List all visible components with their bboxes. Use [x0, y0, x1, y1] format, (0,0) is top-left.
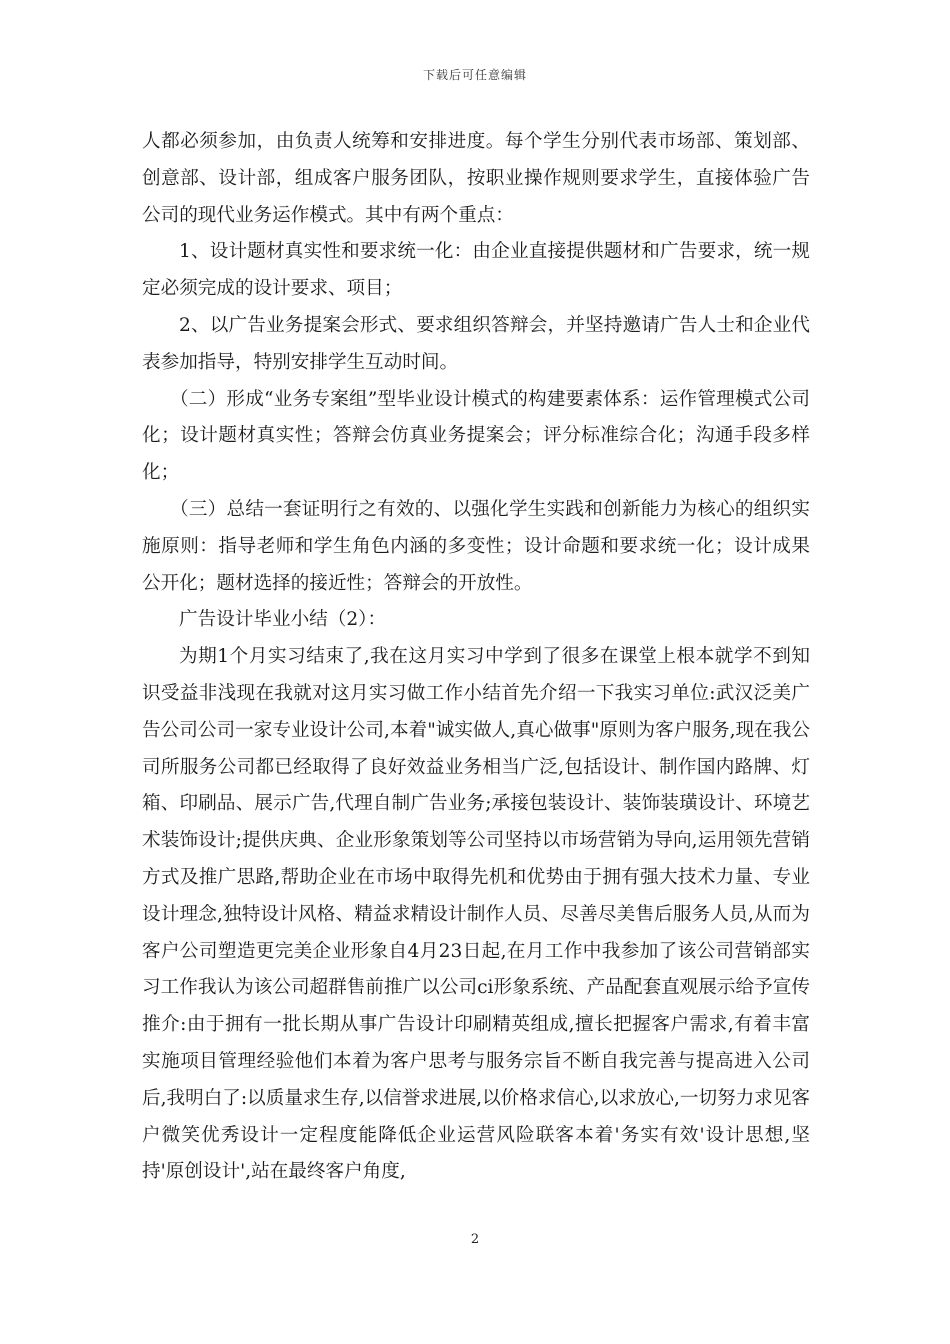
- paragraph-point-2: 2、以广告业务提案会形式、要求组织答辩会，并坚持邀请广告人士和企业代表参加指导，特别安排学生互动时间。: [142, 314, 810, 373]
- paragraph-internship-summary: 为期1个月实习结束了,我在这月实习中学到了很多在课堂上根本就学不到知识受益非浅现在我就对这月实习做工作小结首先介绍一下我实习单位:武汉泛美广告公司公司一家专业设计公司,本着"诚实做人,真心做事"原则为客户服务,现在我公司所服务公司都已经取得了良好效益业务相当广泛,包括设计、制作国内路牌、灯箱、印刷品、展示广告,代理自制广告业务;承接包装设计、装饰装璜设计、环境艺术装饰设计;提供庆典、企业形象策划等公司坚持以市场营销为导向,运用领先营销方式及推广思路,帮助企业在市场中取得先机和优势由于拥有强大技术力量、专业设计理念,独特设计风格、精益求精设计制作人员、尽善尽美售后服务人员,从而为客户公司塑造更完美企业形象自4月23日起,在月工作中我参加了该公司营销部实习工作我认为该公司超群售前推广以公司ci形象系统、产品配套直观展示给予宣传推介:由于拥有一批长期从事广告设计印刷精英组成,擅长把握客户需求,有着丰富实施项目管理经验他们本着为客户思考与服务宗旨不断自我完善与提高进入公司后,我明白了:以质量求生存,以信誉求进展,以价格求信心,以求放心,一切努力求见客户微笑优秀设计一定程度能降低企业运营风险联客本着'务实有效'设计思想,坚持'原创设计',站在最终客户角度,: [142, 646, 811, 1183]
- document-body: [142, 124, 810, 1191]
- paragraph-point-1: 1、设计题材真实性和要求统一化：由企业直接提供题材和广告要求，统一规定必须完成的设计要求、项目；: [142, 241, 810, 300]
- page-number: 2: [470, 1232, 480, 1247]
- paragraph-continuation: 人都必须参加，由负责人统筹和安排进度。每个学生分别代表市场部、策划部、创意部、设计部，组成客户服务团队，按职业操作规则要求学生，直接体验广告公司的现代业务运作模式。其中有两个重点：: [142, 131, 810, 226]
- paragraph-section-3: （三）总结一套证明行之有效的、以强化学生实践和创新能力为核心的组织实施原则：指导老师和学生角色内涵的多变性；设计命题和要求统一化；设计成果公开化；题材选择的接近性；答辩会的开放性。: [142, 498, 810, 594]
- paragraph-section-2: （二）形成“业务专案组”型毕业设计模式的构建要素体系：运作管理模式公司化；设计题材真实性；答辩会仿真业务提案会；评分标准综合化；沟通手段多样化；: [142, 388, 810, 484]
- page-header: 下载后可任意编辑: [422, 68, 527, 82]
- section-heading-summary-2: 广告设计毕业小结（2）：: [179, 609, 387, 631]
